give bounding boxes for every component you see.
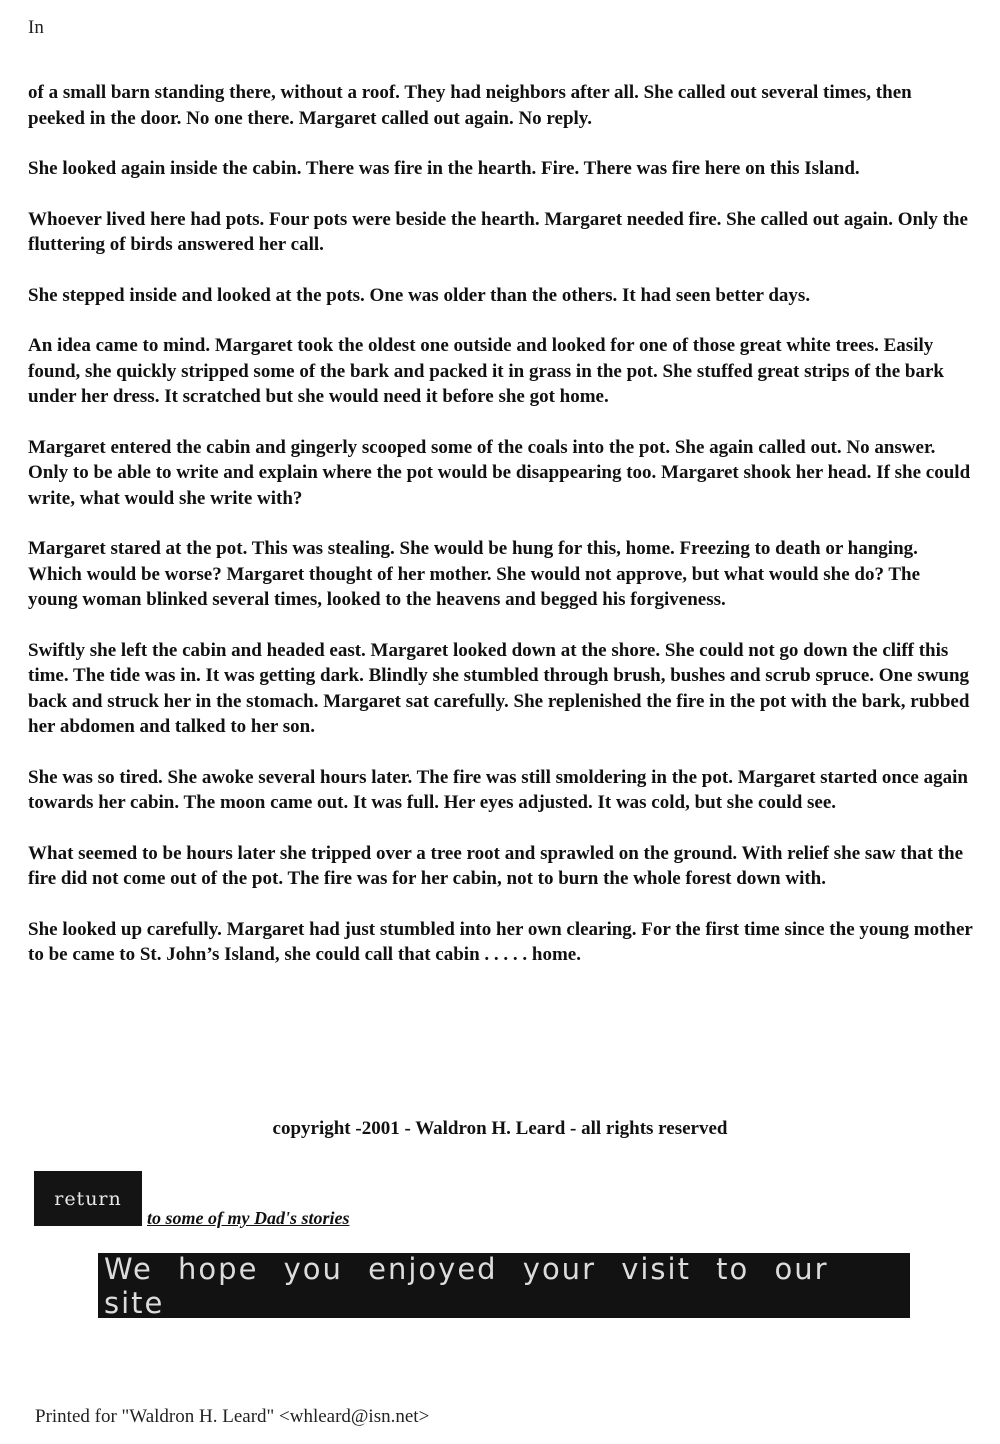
story-paragraph: Margaret stared at the pot. This was stealing. She would be hung for this, home. Freezing to death or hanging. Which would be worse? Margaret thought of her mother. She would not approve, but what would she do? The young woman blinked several times, looked to the heavens and begged his forgiveness. xyxy=(28,538,921,610)
story-paragraph: of a small barn standing there, without a roof. They had neighbors after all. She called out several times, then peeked in the door. No one there. Margaret called out again. No reply. xyxy=(28,82,912,129)
story-paragraph: She looked again inside the cabin. There was fire in the hearth. Fire. There was fire here on this Island. xyxy=(28,158,860,179)
story-paragraph: She stepped inside and looked at the pots. One was older than the others. It had seen better days. xyxy=(28,284,811,306)
story-paragraph: She was so tired. She awoke several hours later. The fire was still smoldering in the pot. Margaret started once again towards her cabin. The moon came out. It was full. Her eyes adjusted. It was cold, but she could see. xyxy=(28,766,968,813)
story-paragraph: What seemed to be hours later she tripped over a tree root and sprawled on the ground. With relief she saw that the fire did not come out of the pot. The fire was for her cabin, not to burn the whole forest down with. xyxy=(28,842,964,889)
story-paragraph: An idea came to mind. Margaret took the oldest one outside and looked for one of those great white trees. Easily found, she quickly stripped some of the bark and packed it in grass in the pot. She stuffed great strips of the bark under her dress. It scratched but she would need it before she got home. xyxy=(28,335,944,407)
return-link[interactable]: to some of my Dad's stories xyxy=(147,1208,350,1228)
return-button[interactable]: return xyxy=(34,1171,142,1226)
print-footer: Printed for "Waldron H. Leard" <whleard@isn.net> xyxy=(35,1406,430,1427)
page-header-mark: In xyxy=(28,17,44,38)
thank-you-banner: We hope you enjoyed your visit to our site xyxy=(98,1253,910,1318)
story-paragraph: Swiftly she left the cabin and headed east. Margaret looked down at the shore. She could not go down the cliff this time. The tide was in. It was getting dark. Blindly she stumbled through brush, bushes and scrub spruce. One swung back and struck her in the stomach. Margaret sat carefully. She replenished the fire in the pot with the bark, rubbed her abdomen and talked to her son. xyxy=(28,639,970,737)
story-paragraph: Whoever lived here had pots. Four pots were beside the hearth. Margaret needed fire. She called out again. Only the fluttering of birds answered her call. xyxy=(28,208,968,255)
copyright-notice: copyright -2001 - Waldron H. Leard - all rights reserved xyxy=(272,1118,728,1139)
story-body xyxy=(28,80,973,993)
story-paragraph: She looked up carefully. Margaret had just stumbled into her own clearing. For the first time since the young mother to be came to St. John’s Island, she could call that cabin . . . . . home. xyxy=(28,918,973,965)
story-paragraph: Margaret entered the cabin and gingerly scooped some of the coals into the pot. She again called out. No answer. Only to be able to write and explain where the pot would be disappearing too. Margaret shook her head. If she could write, what would she write with? xyxy=(28,436,971,509)
